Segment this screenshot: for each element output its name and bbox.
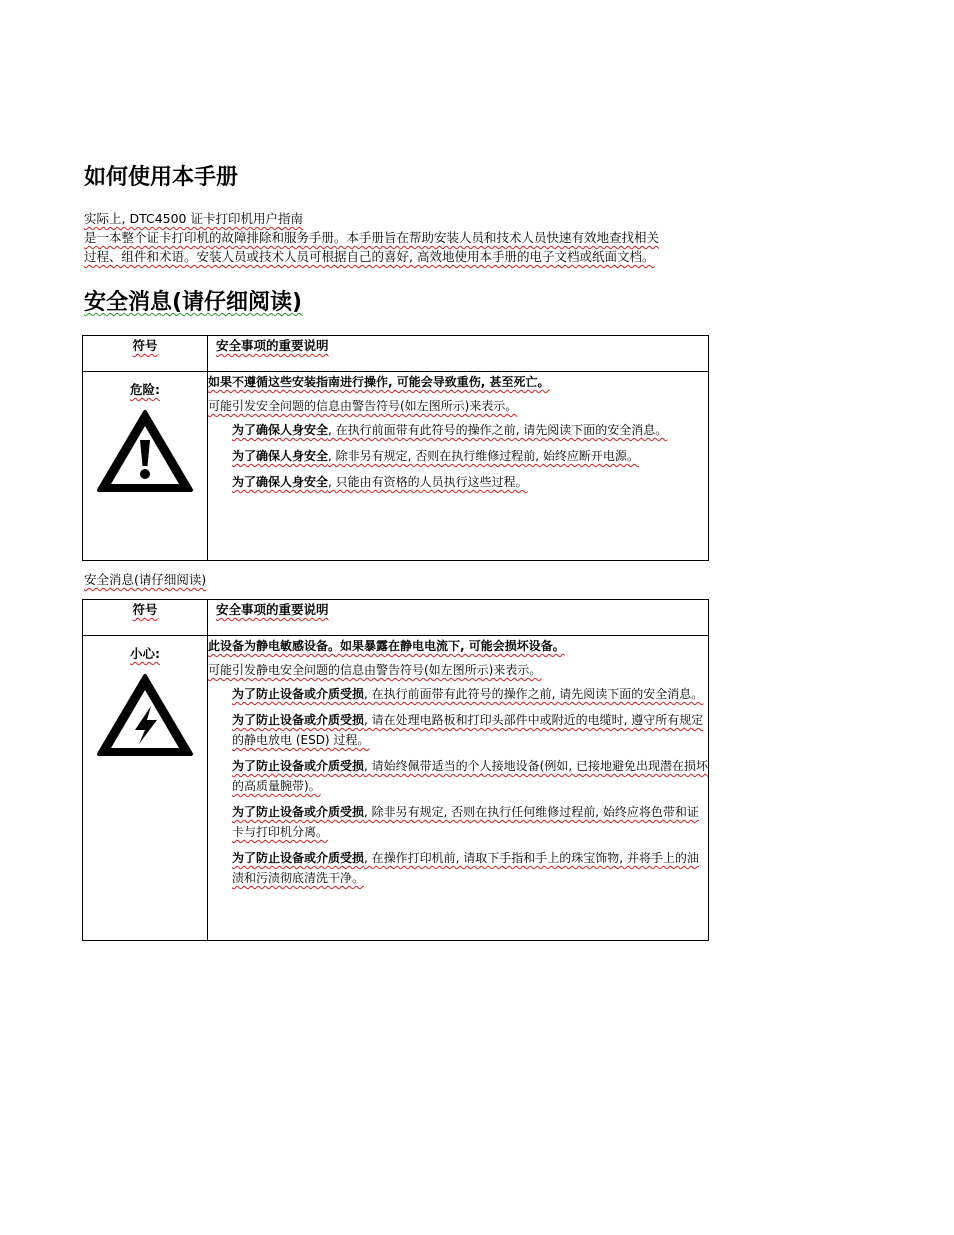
danger-table	[82, 335, 709, 561]
caution-label: 小心:	[130, 646, 160, 661]
intro-line: 过程、组件和术语。安装人员或技术人员可根据自己的喜好, 高效地使用本手册的电子文档或纸面文档。	[84, 249, 655, 264]
intro-line: 是一本整个证卡打印机的故障排除和服务手册。本手册旨在帮助安装人员和技术人员快速有效地查找相关	[84, 230, 660, 245]
column-header-symbol: 符号	[83, 336, 208, 372]
danger-item: 为了确保人身安全, 除非另有规定, 否则在执行维修过程前, 始终应断开电源。	[232, 449, 639, 463]
symbol-cell	[83, 636, 208, 941]
column-header-symbol: 符号	[83, 600, 208, 636]
warning-exclamation-icon	[95, 408, 195, 494]
danger-lead: 如果不遵循这些安装指南进行操作, 可能会导致重伤, 甚至死亡。	[208, 375, 550, 389]
table-caption: 安全消息(请仔细阅读)	[84, 572, 207, 587]
caution-indicator: 可能引发静电安全问题的信息由警告符号(如左图所示)来表示。	[208, 663, 542, 677]
danger-item: 为了确保人身安全, 只能由有资格的人员执行这些过程。	[232, 475, 528, 489]
danger-indicator: 可能引发安全问题的信息由警告符号(如左图所示)来表示。	[208, 399, 518, 413]
page-title: 如何使用本手册	[84, 165, 239, 190]
intro-paragraph	[84, 209, 804, 266]
caution-lead: 此设备为静电敏感设备。如果暴露在静电电流下, 可能会损坏设备。	[208, 639, 565, 653]
electrical-hazard-icon	[95, 672, 195, 758]
column-header-notes: 安全事项的重要说明	[208, 600, 709, 636]
safety-heading: 安全消息(请仔细阅读)	[84, 290, 303, 315]
column-header-notes: 安全事项的重要说明	[208, 336, 709, 372]
caution-item: 为了防止设备或介质受损, 请始终佩带适当的个人接地设备(例如, 已接地避免出现潜在损坏的高质量腕带)。	[232, 759, 708, 793]
caution-item: 为了防止设备或介质受损, 在执行前面带有此符号的操作之前, 请先阅读下面的安全消息。	[232, 687, 704, 701]
danger-label: 危险:	[130, 382, 160, 397]
caution-item: 为了防止设备或介质受损, 在操作打印机前, 请取下手指和手上的珠宝饰物, 并将手上的油渍和污渍彻底清洗干净。	[232, 851, 699, 885]
caution-item: 为了防止设备或介质受损, 请在处理电路板和打印头部件中或附近的电缆时, 遵守所有规定的静电放电 (ESD) 过程。	[232, 713, 704, 747]
caution-description	[208, 636, 709, 941]
danger-item: 为了确保人身安全, 在执行前面带有此符号的操作之前, 请先阅读下面的安全消息。	[232, 423, 668, 437]
symbol-cell	[83, 372, 208, 561]
caution-item: 为了防止设备或介质受损, 除非另有规定, 否则在执行任何维修过程前, 始终应将色带和证卡与打印机分离。	[232, 805, 699, 839]
caution-table	[82, 599, 709, 941]
danger-description	[208, 372, 709, 561]
intro-line: 实际上, DTC4500 证卡打印机用户指南	[84, 211, 303, 226]
